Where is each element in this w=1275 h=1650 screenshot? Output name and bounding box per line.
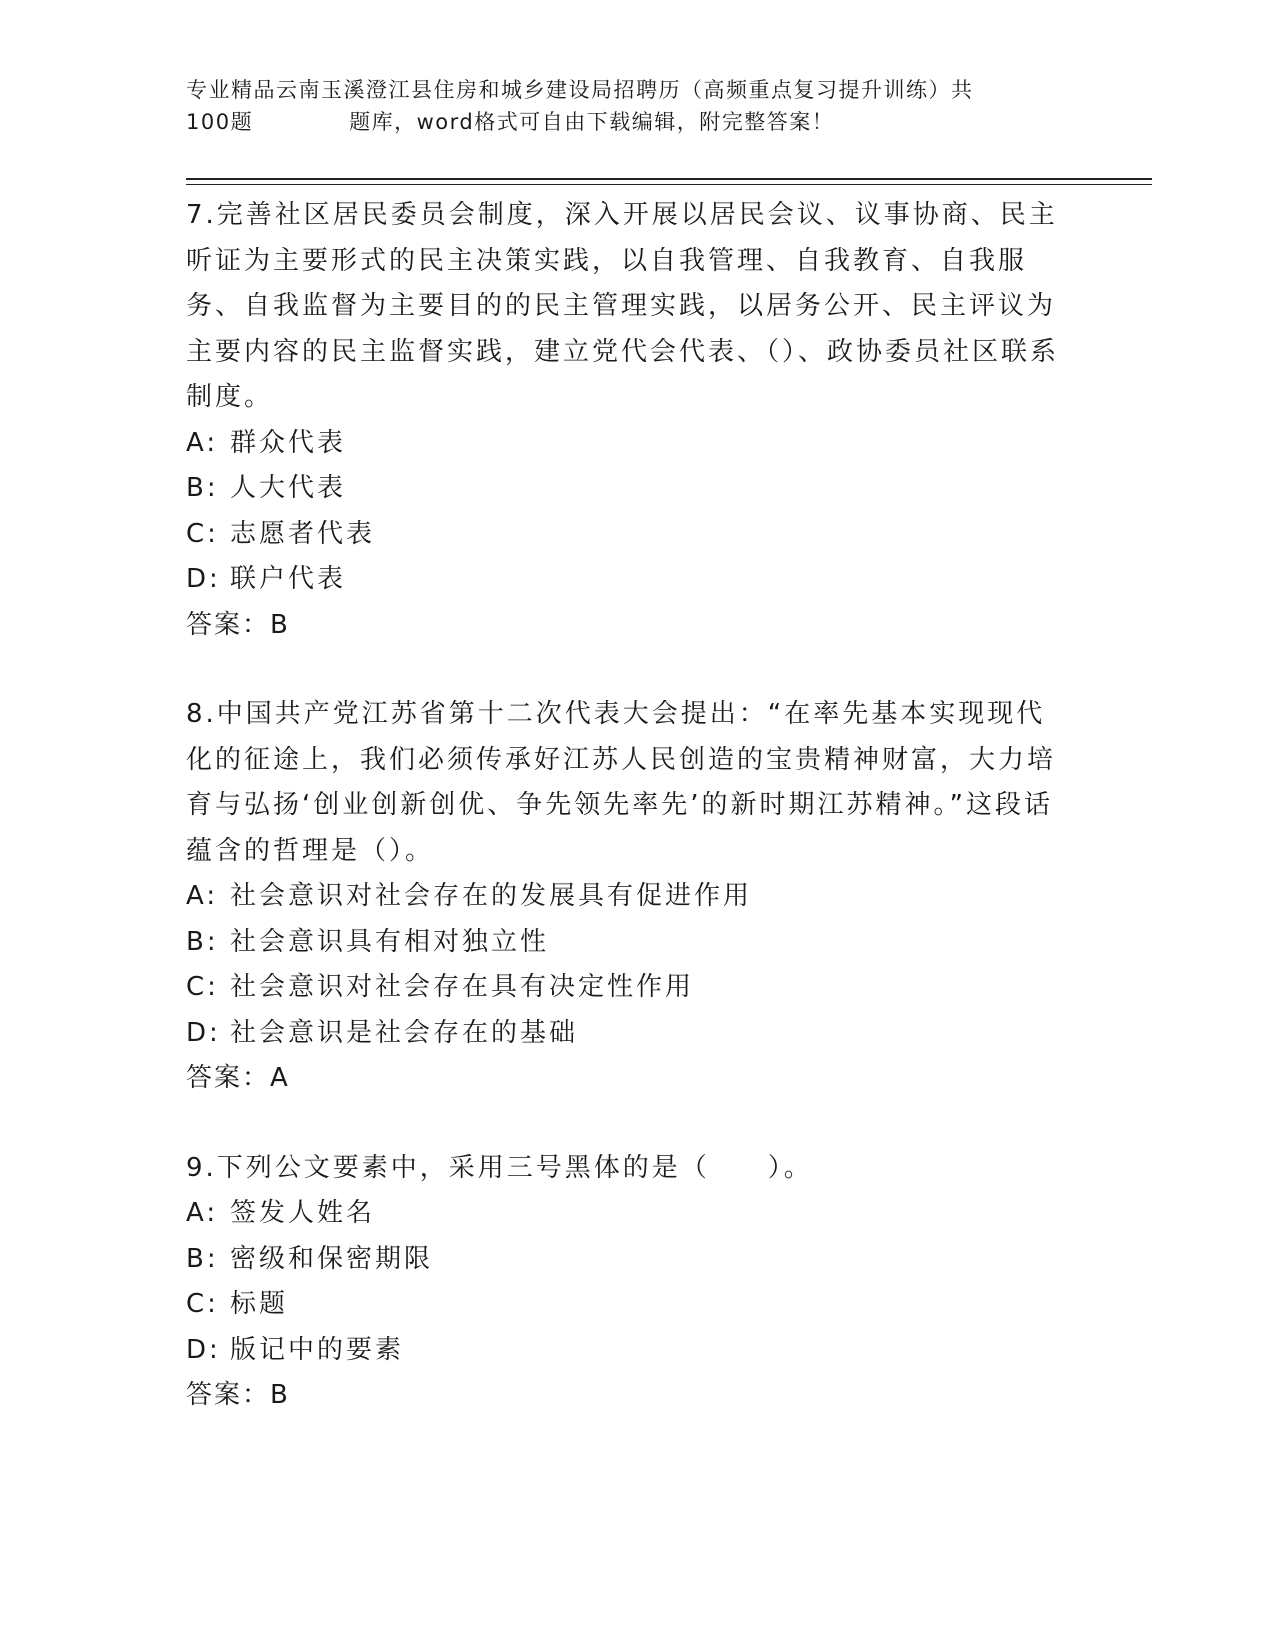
option-a	[186, 1191, 1066, 1237]
option-key: D:	[186, 1334, 221, 1365]
document-header	[186, 74, 1066, 138]
option-b	[186, 1237, 1066, 1283]
option-key: A:	[186, 881, 219, 911]
option-key: D:	[186, 564, 221, 594]
option-key: B:	[186, 473, 219, 503]
header-title-line-1: 专业精品云南玉溪澄江县住房和城乡建设局招聘历（高频重点复习提升训练）共	[186, 78, 974, 102]
option-a	[186, 874, 1066, 920]
question-stem: 8.中国共产党江苏省第十二次代表大会提出：“在率先基本实现现代化的征途上，我们必须传承好江苏人民创造的宝贵精神财富，大力培育与弘扬‘创业创新创优、争先领先率先’的新时期江苏精神。”这段话蕴含的哲理是（）。	[186, 699, 1057, 866]
option-text: 人大代表	[230, 473, 347, 503]
option-text: 密级和保密期限	[230, 1243, 434, 1274]
answer-line: 答案：B	[186, 1380, 290, 1410]
option-key: A:	[186, 427, 219, 458]
question-8	[186, 692, 1066, 1102]
option-c	[186, 512, 1066, 558]
option-text: 社会意识对社会存在具有决定性作用	[230, 972, 695, 1002]
option-b	[186, 466, 1066, 512]
option-text: 社会意识具有相对独立性	[230, 926, 550, 957]
question-list	[186, 193, 1066, 1463]
header-divider-thin	[186, 184, 1152, 185]
option-text: 签发人姓名	[230, 1198, 376, 1228]
header-title-line-2	[186, 106, 1066, 138]
option-c	[186, 965, 1066, 1011]
option-key: C:	[186, 518, 219, 549]
option-key: B:	[186, 926, 219, 957]
header-divider-thick	[186, 178, 1152, 180]
option-d	[186, 1328, 1066, 1374]
option-a	[186, 421, 1066, 467]
option-b	[186, 920, 1066, 966]
option-key: C:	[186, 1289, 219, 1319]
question-7	[186, 193, 1066, 648]
option-key: A:	[186, 1198, 219, 1228]
option-c	[186, 1282, 1066, 1328]
option-key: B:	[186, 1243, 219, 1274]
question-stem: 9.下列公文要素中，采用三号黑体的是（ ）。	[186, 1152, 813, 1183]
option-text: 社会意识是社会存在的基础	[230, 1017, 579, 1048]
answer-line: 答案：A	[186, 1063, 290, 1093]
option-text: 群众代表	[230, 427, 347, 458]
option-text: 社会意识对社会存在的发展具有促进作用	[230, 881, 753, 911]
option-d	[186, 1011, 1066, 1057]
question-stem: 7.完善社区居民委员会制度，深入开展以居民会议、议事协商、民主听证为主要形式的民主决策实践，以自我管理、自我教育、自我服务、自我监督为主要目的的民主管理实践，以居务公开、民主评议为主要内容的民主监督实践，建立党代会代表、（）、政协委员社区联系制度。	[186, 200, 1060, 412]
answer-line: 答案：B	[186, 609, 290, 640]
question-9	[186, 1146, 1066, 1419]
option-text: 标题	[230, 1289, 289, 1319]
option-text: 志愿者代表	[230, 518, 376, 549]
option-key: C:	[186, 972, 219, 1002]
option-text: 联户代表	[230, 564, 347, 594]
header-question-count: 100题	[186, 110, 254, 134]
option-text: 版记中的要素	[230, 1334, 405, 1365]
option-d	[186, 557, 1066, 603]
header-subtitle: 题库，word格式可自由下载编辑，附完整答案！	[349, 110, 835, 134]
option-key: D:	[186, 1017, 221, 1048]
